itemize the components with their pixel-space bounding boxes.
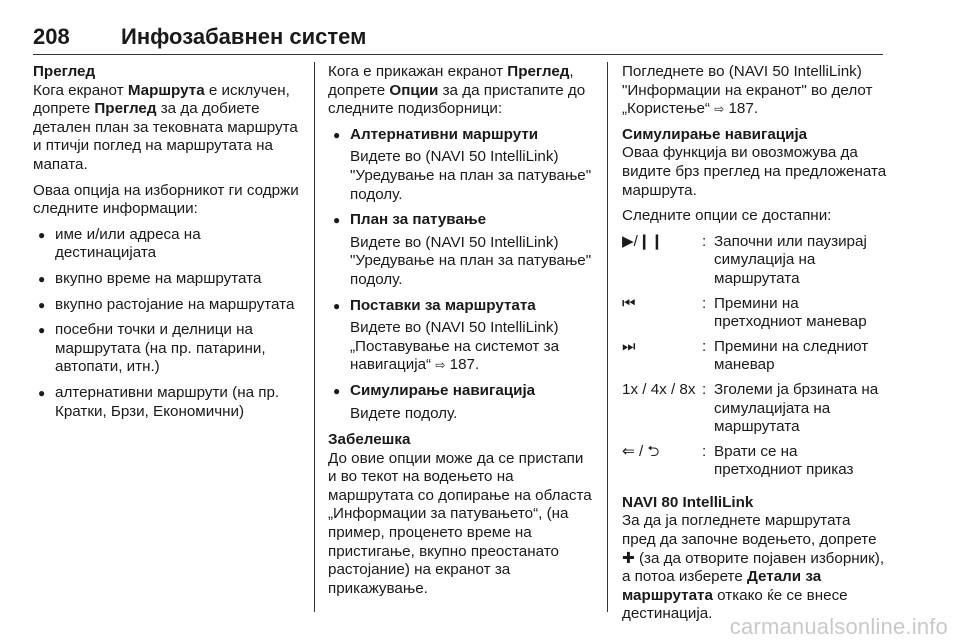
option-description: Премини на претходниот маневар (714, 294, 867, 331)
reference-text: Погледнете во (NAVI 50 IntelliLink) "Информации на екранот" во делот „Користење“ (622, 63, 873, 118)
options-label: Следните опции се достапни: (622, 207, 832, 225)
list-item: ● вкупно време на маршрутата (33, 270, 305, 289)
route-details-term: Детали за маршрутата (622, 568, 822, 604)
options-intro-text: , допрете (328, 63, 574, 99)
page-header (33, 24, 883, 54)
speed-label: 1x / 4x / 8x (622, 380, 696, 398)
submenu-title: ● Симулирање навигација (350, 381, 536, 399)
option-description: Зголеми ја брзината на симулацијата на маршрутата (714, 380, 879, 436)
option-row-speed: 1x / 4x / 8x : Зголеми ја брзината на симулацијата на маршрутата (622, 381, 888, 437)
simulation-text: Оваа функција ви овозможува да видите брз преглед на предложената маршрута. (622, 144, 887, 199)
page-reference-icon: ⇨ (435, 358, 446, 373)
option-row-previous: ⏮ : Премини на претходниот маневар (622, 295, 888, 332)
overview-intro-text: е исклучен, допрете (33, 81, 290, 118)
screen-info-reference (622, 63, 888, 119)
navi80-text-body: откако ќе се внесе дестинација. (622, 586, 848, 623)
overview-intro-text: за да добиете детален план за тековната маршрута и птичји поглед на маршрутата на мапата. (33, 100, 298, 173)
option-row-back: ⇐ / ⮌ : Врати се на претходниот приказ (622, 443, 888, 480)
option-description: Започни или паузирај симулација на маршрутата (714, 232, 867, 287)
submenu-item-route-settings (328, 297, 596, 375)
submenu-text: Видете подолу. (350, 404, 458, 422)
navi80-text-body: За да ја погледнете маршрутата пред да започне водењето, допрете (622, 512, 877, 549)
overview-term: Преглед (94, 100, 157, 118)
submenu-title: ● План за патување (350, 211, 487, 229)
submenu-item-alternative-routes (328, 126, 596, 204)
simulation-heading: Симулирање навигација (622, 125, 808, 143)
list-item: ● алтернативни маршрути (на пр. Кратки, Брзи, Економични) (33, 384, 305, 421)
options-intro-text: за да пристапите до следните подизборници: (328, 81, 586, 118)
option-row-play-pause: ▶/❙❙ : Започни или паузирај симулација на маршрутата (622, 233, 888, 289)
plus-icon: ✚ (622, 549, 635, 567)
header-rule (33, 54, 883, 55)
navi80-text-body: (за да отворите појавен изборник), а потоа изберете (622, 549, 885, 586)
submenu-item-simulate-navigation (328, 382, 596, 423)
skip-next-icon: ⏭ (622, 337, 636, 355)
options-intro-text: Кога е прикажан екранот (328, 63, 508, 80)
column-options (328, 63, 596, 605)
column-divider-left (314, 62, 315, 612)
submenu-text: Видете во (NAVI 50 IntelliLink) "Уредување на план за патување" подолу. (350, 233, 592, 288)
watermark: carmanualsonline.info (729, 614, 948, 639)
option-row-next: ⏭ : Премини на следниот маневар (622, 338, 888, 375)
submenu-title: ● Поставки за маршрутата (350, 296, 536, 314)
play-pause-icon: ▶/❙❙ (622, 232, 664, 250)
options-intro (328, 63, 596, 119)
submenu-text (350, 319, 596, 375)
back-icon: ⇐ / ⮌ (622, 442, 660, 460)
overview-intro (33, 82, 305, 175)
route-term: Маршрута (127, 81, 205, 99)
column-overview (33, 63, 305, 429)
note-heading: Забелешка (328, 431, 411, 449)
submenu-list (328, 126, 596, 423)
page-number: 208 (33, 24, 70, 49)
navi80-text (622, 512, 888, 624)
submenu-title: ● Алтернативни маршрути (350, 125, 539, 143)
list-item: ● посебни точки и делници на маршрутата (на пр. патарини, автопати, итн.) (33, 321, 305, 377)
overview-heading: Преглед (33, 63, 96, 80)
option-description: Врати се на претходниот приказ (714, 442, 854, 479)
options-term: Опции (389, 81, 439, 99)
submenu-item-trip-plan (328, 211, 596, 289)
overview-options-text: Оваа опција на изборникот ги содржи следните информации: (33, 181, 299, 218)
column-simulation (622, 63, 888, 631)
submenu-text: Видете во (NAVI 50 IntelliLink) "Уредување на план за патување" подолу. (350, 148, 592, 203)
page-reference-icon: ⇨ (714, 102, 725, 117)
overview-term: Преглед (507, 63, 570, 80)
submenu-text-body: Видете во (NAVI 50 IntelliLink) „Поставување на системот за навигација“ (350, 319, 560, 374)
simulation-options-table (622, 233, 888, 480)
overview-info-list (33, 226, 305, 421)
note-text: До овие опции може да се пристапи и во текот на водењето на маршрутата со допирање на областа „Информации за патувањето“, (на пример, проценето време на пристигање, вкупно преостанато растојание) на екранот за прикажување. (328, 449, 592, 597)
page-title: Инфозабавнен систем (121, 24, 367, 49)
list-item: ● име и/или адреса на дестинацијата (33, 226, 305, 263)
overview-intro-text: Кога екранот (33, 81, 128, 99)
page-reference: 187. (728, 100, 759, 118)
column-divider-right (607, 62, 608, 612)
option-description: Премини на следниот маневар (714, 337, 869, 374)
list-item: ● вкупно растојание на маршрутата (33, 296, 305, 315)
navi80-heading: NAVI 80 IntelliLink (622, 493, 754, 511)
page-reference: 187. (449, 356, 480, 374)
skip-previous-icon: ⏮ (622, 294, 636, 312)
